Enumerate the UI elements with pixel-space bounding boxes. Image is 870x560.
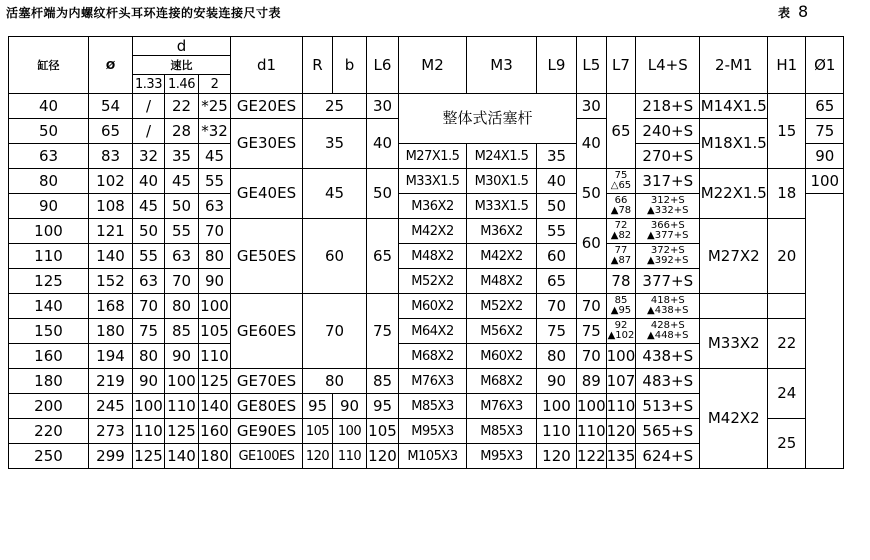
cell-L5: 100: [577, 394, 607, 419]
cell-L5-empty: [577, 269, 607, 294]
cell-bore: 140: [9, 294, 89, 319]
header-M3: M3: [467, 37, 537, 94]
cell-H1: 18: [768, 169, 806, 219]
cell-L4: [636, 194, 700, 219]
cell-d: 100: [165, 369, 199, 394]
cell-M2: M76X3: [399, 369, 467, 394]
cell-phi: 180: [89, 319, 133, 344]
cell-L4: 377+S: [636, 269, 700, 294]
cell-d1: GE80ES: [231, 394, 303, 419]
cell-d: 100: [199, 294, 231, 319]
l7-top: 72: [614, 220, 628, 231]
cell-phi: 65: [89, 119, 133, 144]
cell-d1: GE70ES: [231, 369, 303, 394]
cell-d: 80: [165, 294, 199, 319]
cell-b: 100: [333, 419, 367, 444]
cell-M2: M95X3: [399, 419, 467, 444]
cell-L6: 120: [367, 444, 399, 469]
cell-L5: 70: [577, 294, 607, 319]
cell-R: 60: [303, 219, 367, 294]
cell-L7: 135: [606, 444, 636, 469]
cell-L4: 438+S: [636, 344, 700, 369]
cell-H1: 20: [768, 219, 806, 294]
l7-bottom: ▲87: [610, 255, 632, 266]
cell-R: 80: [303, 369, 367, 394]
l4-top: 312+S: [650, 195, 685, 206]
integral-rod-note: 整体式活塞杆: [399, 94, 577, 144]
cell-M1: M14X1.5: [700, 94, 768, 119]
cell-L7: [606, 169, 636, 194]
cell-phi: 299: [89, 444, 133, 469]
cell-d: 110: [199, 344, 231, 369]
cell-M2: M68X2: [399, 344, 467, 369]
cell-d: 160: [199, 419, 231, 444]
cell-L5: 50: [577, 169, 607, 219]
cell-R: 45: [303, 169, 367, 219]
cell-bore: 150: [9, 319, 89, 344]
header-L7: L7: [606, 37, 636, 94]
cell-d: 80: [133, 344, 165, 369]
cell-L7: [606, 294, 636, 319]
cell-d: 70: [199, 219, 231, 244]
cell-d: 28: [165, 119, 199, 144]
header-L4: L4+S: [636, 37, 700, 94]
header-M1: 2-M1: [700, 37, 768, 94]
cell-phi: 102: [89, 169, 133, 194]
l7-bottom: ▲95: [610, 305, 632, 316]
cell-R: 70: [303, 294, 367, 369]
cell-d: 40: [133, 169, 165, 194]
cell-H1: 15: [768, 94, 806, 169]
l7-top: 75: [614, 170, 628, 181]
table-row: [9, 369, 844, 394]
cell-R: 35: [303, 119, 367, 169]
cell-bore: 125: [9, 269, 89, 294]
cell-L7: [606, 194, 636, 219]
table-row: [9, 94, 844, 119]
cell-phi: 121: [89, 219, 133, 244]
cell-L4: [636, 219, 700, 244]
cell-bore: 180: [9, 369, 89, 394]
l4-bottom: ▲332+S: [647, 205, 689, 216]
cell-d: 35: [165, 144, 199, 169]
cell-phi1: 100: [806, 169, 844, 194]
cell-M3: M95X3: [467, 444, 537, 469]
cell-L6: 85: [367, 369, 399, 394]
cell-M3: M52X2: [467, 294, 537, 319]
cell-bore: 160: [9, 344, 89, 369]
cell-phi: 273: [89, 419, 133, 444]
cell-d1: GE60ES: [231, 294, 303, 369]
cell-L6: 30: [367, 94, 399, 119]
cell-M1: M42X2: [700, 369, 768, 469]
cell-phi: 168: [89, 294, 133, 319]
cell-L4: 218+S: [636, 94, 700, 119]
cell-d: 22: [165, 94, 199, 119]
l7-top: 85: [614, 295, 628, 306]
cell-d: /: [133, 119, 165, 144]
l4-top: 366+S: [650, 220, 685, 231]
cell-b: 90: [333, 394, 367, 419]
cell-M2: M64X2: [399, 319, 467, 344]
header-ratio-2: 1.46: [165, 75, 199, 94]
cell-H1: 22: [768, 319, 806, 369]
cell-L6: 65: [367, 219, 399, 294]
cell-L9: 40: [537, 169, 577, 194]
l7-top: 77: [614, 245, 628, 256]
table-row: [9, 319, 844, 344]
cell-R: 25: [303, 94, 367, 119]
cell-L4: 513+S: [636, 394, 700, 419]
cell-M1: M33X2: [700, 319, 768, 369]
cell-phi1: 75: [806, 119, 844, 144]
cell-d: 125: [199, 369, 231, 394]
cell-L7: [606, 319, 636, 344]
cell-d: 105: [199, 319, 231, 344]
cell-d: 55: [133, 244, 165, 269]
header-L5: L5: [577, 37, 607, 94]
cell-L4: [636, 244, 700, 269]
cell-d: 63: [133, 269, 165, 294]
cell-M2: M33X1.5: [399, 169, 467, 194]
l7-bottom: ▲78: [610, 205, 632, 216]
cell-M2: M85X3: [399, 394, 467, 419]
cell-L7: 65: [606, 94, 636, 169]
cell-L7: 100: [606, 344, 636, 369]
cell-d: 110: [165, 394, 199, 419]
cell-M3: M56X2: [467, 319, 537, 344]
cell-L9: 80: [537, 344, 577, 369]
l7-top: 92: [614, 320, 628, 331]
cell-M1: M18X1.5: [700, 119, 768, 169]
header-d: d: [133, 37, 231, 56]
header-M2: M2: [399, 37, 467, 94]
cell-M3: M48X2: [467, 269, 537, 294]
cell-M3: M36X2: [467, 219, 537, 244]
table-row: [9, 169, 844, 194]
cell-d: 55: [165, 219, 199, 244]
cell-L9: 60: [537, 244, 577, 269]
l4-bottom: ▲392+S: [647, 255, 689, 266]
cell-d: 45: [133, 194, 165, 219]
cell-phi: 54: [89, 94, 133, 119]
header-d1: d1: [231, 37, 303, 94]
cell-d: 32: [133, 144, 165, 169]
header-ratio-1: 1.33: [133, 75, 165, 94]
cell-phi1: 65: [806, 94, 844, 119]
cell-d: 45: [199, 144, 231, 169]
cell-L7: [606, 219, 636, 244]
cell-M1: M27X2: [700, 219, 768, 294]
cell-M2: M105X3: [399, 444, 467, 469]
cell-L9: 50: [537, 194, 577, 219]
cell-L6: 105: [367, 419, 399, 444]
header-ratio-3: 2: [199, 75, 231, 94]
table-label: 表: [778, 6, 791, 20]
cell-d: 90: [199, 269, 231, 294]
cell-phi: 219: [89, 369, 133, 394]
cell-phi: 194: [89, 344, 133, 369]
cell-R: 95: [303, 394, 333, 419]
cell-phi: 83: [89, 144, 133, 169]
cell-H1: 25: [768, 419, 806, 469]
cell-L7: 78: [606, 269, 636, 294]
table-number-value: 8: [798, 2, 809, 21]
cell-L4: 270+S: [636, 144, 700, 169]
cell-M3: M85X3: [467, 419, 537, 444]
cell-L9: 35: [537, 144, 577, 169]
cell-L9: 110: [537, 419, 577, 444]
cell-M1-empty: [700, 294, 768, 319]
cell-H1-empty: [768, 294, 806, 319]
cell-L9: 100: [537, 394, 577, 419]
l4-top: 418+S: [650, 295, 685, 306]
header-phi: Ø: [89, 37, 133, 94]
cell-d1: GE30ES: [231, 119, 303, 169]
header-phi1: Ø1: [806, 37, 844, 94]
cell-bore: 100: [9, 219, 89, 244]
cell-d: 70: [133, 294, 165, 319]
cell-L9: 65: [537, 269, 577, 294]
dimension-table: [8, 36, 844, 469]
table-number: [778, 2, 808, 21]
cell-L5: 122: [577, 444, 607, 469]
cell-L4: 317+S: [636, 169, 700, 194]
cell-L9: 55: [537, 219, 577, 244]
cell-L6: 95: [367, 394, 399, 419]
cell-M2: M48X2: [399, 244, 467, 269]
l4-bottom: ▲448+S: [647, 330, 689, 341]
cell-M3: M30X1.5: [467, 169, 537, 194]
cell-d: 140: [199, 394, 231, 419]
cell-bore: 80: [9, 169, 89, 194]
cell-d1: GE100ES: [231, 444, 303, 469]
l4-bottom: ▲438+S: [647, 305, 689, 316]
cell-d: *25: [199, 94, 231, 119]
cell-L5: 89: [577, 369, 607, 394]
cell-L6: 50: [367, 169, 399, 219]
cell-M3: M68X2: [467, 369, 537, 394]
table-title: 活塞杆端为内螺纹杆头耳环连接的安装连接尺寸表: [6, 6, 282, 20]
cell-d: 50: [133, 219, 165, 244]
cell-M3: M60X2: [467, 344, 537, 369]
header-bore: 缸径: [9, 37, 89, 94]
cell-d: /: [133, 94, 165, 119]
cell-d1: GE90ES: [231, 419, 303, 444]
cell-d: 90: [133, 369, 165, 394]
header-H1: H1: [768, 37, 806, 94]
cell-L5: 60: [577, 219, 607, 269]
cell-bore: 90: [9, 194, 89, 219]
cell-phi: 140: [89, 244, 133, 269]
cell-d1: GE20ES: [231, 94, 303, 119]
cell-bore: 50: [9, 119, 89, 144]
table-row: [9, 294, 844, 319]
header-L6: L6: [367, 37, 399, 94]
cell-d: 75: [133, 319, 165, 344]
cell-L6: 75: [367, 294, 399, 369]
header-L9: L9: [537, 37, 577, 94]
cell-M2: M60X2: [399, 294, 467, 319]
cell-M3: M33X1.5: [467, 194, 537, 219]
cell-M2: M42X2: [399, 219, 467, 244]
cell-M1: M22X1.5: [700, 169, 768, 219]
cell-L4: 565+S: [636, 419, 700, 444]
table-row: [9, 219, 844, 244]
cell-L5: 75: [577, 319, 607, 344]
cell-M2: M27X1.5: [399, 144, 467, 169]
l7-bottom: ▲102: [607, 330, 635, 341]
header-speed-ratio: 速比: [133, 56, 231, 75]
header-b: b: [333, 37, 367, 94]
cell-d: 55: [199, 169, 231, 194]
cell-d: 63: [165, 244, 199, 269]
cell-M3: M42X2: [467, 244, 537, 269]
cell-M2: M52X2: [399, 269, 467, 294]
cell-bore: 63: [9, 144, 89, 169]
cell-L7: [606, 244, 636, 269]
cell-d: 80: [199, 244, 231, 269]
cell-d: 50: [165, 194, 199, 219]
cell-phi1-empty: [806, 194, 844, 469]
l7-top: 66: [614, 195, 628, 206]
cell-H1: 24: [768, 369, 806, 419]
l7-bottom: ▲82: [610, 230, 632, 241]
cell-L9: 90: [537, 369, 577, 394]
cell-L6: 40: [367, 119, 399, 169]
cell-bore: 40: [9, 94, 89, 119]
cell-d: 100: [133, 394, 165, 419]
cell-d: 45: [165, 169, 199, 194]
cell-L4: 624+S: [636, 444, 700, 469]
cell-bore: 250: [9, 444, 89, 469]
cell-L5: 110: [577, 419, 607, 444]
cell-M3: M24X1.5: [467, 144, 537, 169]
cell-L5: 30: [577, 94, 607, 119]
cell-L4: [636, 294, 700, 319]
cell-d: *32: [199, 119, 231, 144]
cell-L4: [636, 319, 700, 344]
cell-bore: 110: [9, 244, 89, 269]
cell-M3: M76X3: [467, 394, 537, 419]
cell-R: 105: [303, 419, 333, 444]
cell-bore: 220: [9, 419, 89, 444]
cell-L7: 110: [606, 394, 636, 419]
cell-b: 110: [333, 444, 367, 469]
cell-d1: GE50ES: [231, 219, 303, 294]
cell-bore: 200: [9, 394, 89, 419]
header-R: R: [303, 37, 333, 94]
cell-d: 125: [165, 419, 199, 444]
cell-d: 140: [165, 444, 199, 469]
cell-L4: 240+S: [636, 119, 700, 144]
cell-L9: 75: [537, 319, 577, 344]
cell-d: 85: [165, 319, 199, 344]
cell-phi1: 90: [806, 144, 844, 169]
l4-top: 428+S: [650, 320, 685, 331]
cell-d: 180: [199, 444, 231, 469]
cell-L7: 107: [606, 369, 636, 394]
cell-L5: 40: [577, 119, 607, 169]
cell-R: 120: [303, 444, 333, 469]
cell-phi: 152: [89, 269, 133, 294]
l4-bottom: ▲377+S: [647, 230, 689, 241]
cell-phi: 245: [89, 394, 133, 419]
cell-L7: 120: [606, 419, 636, 444]
cell-phi: 108: [89, 194, 133, 219]
cell-M2: M36X2: [399, 194, 467, 219]
l4-top: 372+S: [650, 245, 685, 256]
cell-d: 90: [165, 344, 199, 369]
l7-bottom: △65: [610, 180, 632, 191]
cell-L4: 483+S: [636, 369, 700, 394]
cell-d: 70: [165, 269, 199, 294]
cell-L5: 70: [577, 344, 607, 369]
cell-L9: 70: [537, 294, 577, 319]
cell-L9: 120: [537, 444, 577, 469]
cell-d: 125: [133, 444, 165, 469]
cell-d: 63: [199, 194, 231, 219]
cell-d1: GE40ES: [231, 169, 303, 219]
cell-d: 110: [133, 419, 165, 444]
